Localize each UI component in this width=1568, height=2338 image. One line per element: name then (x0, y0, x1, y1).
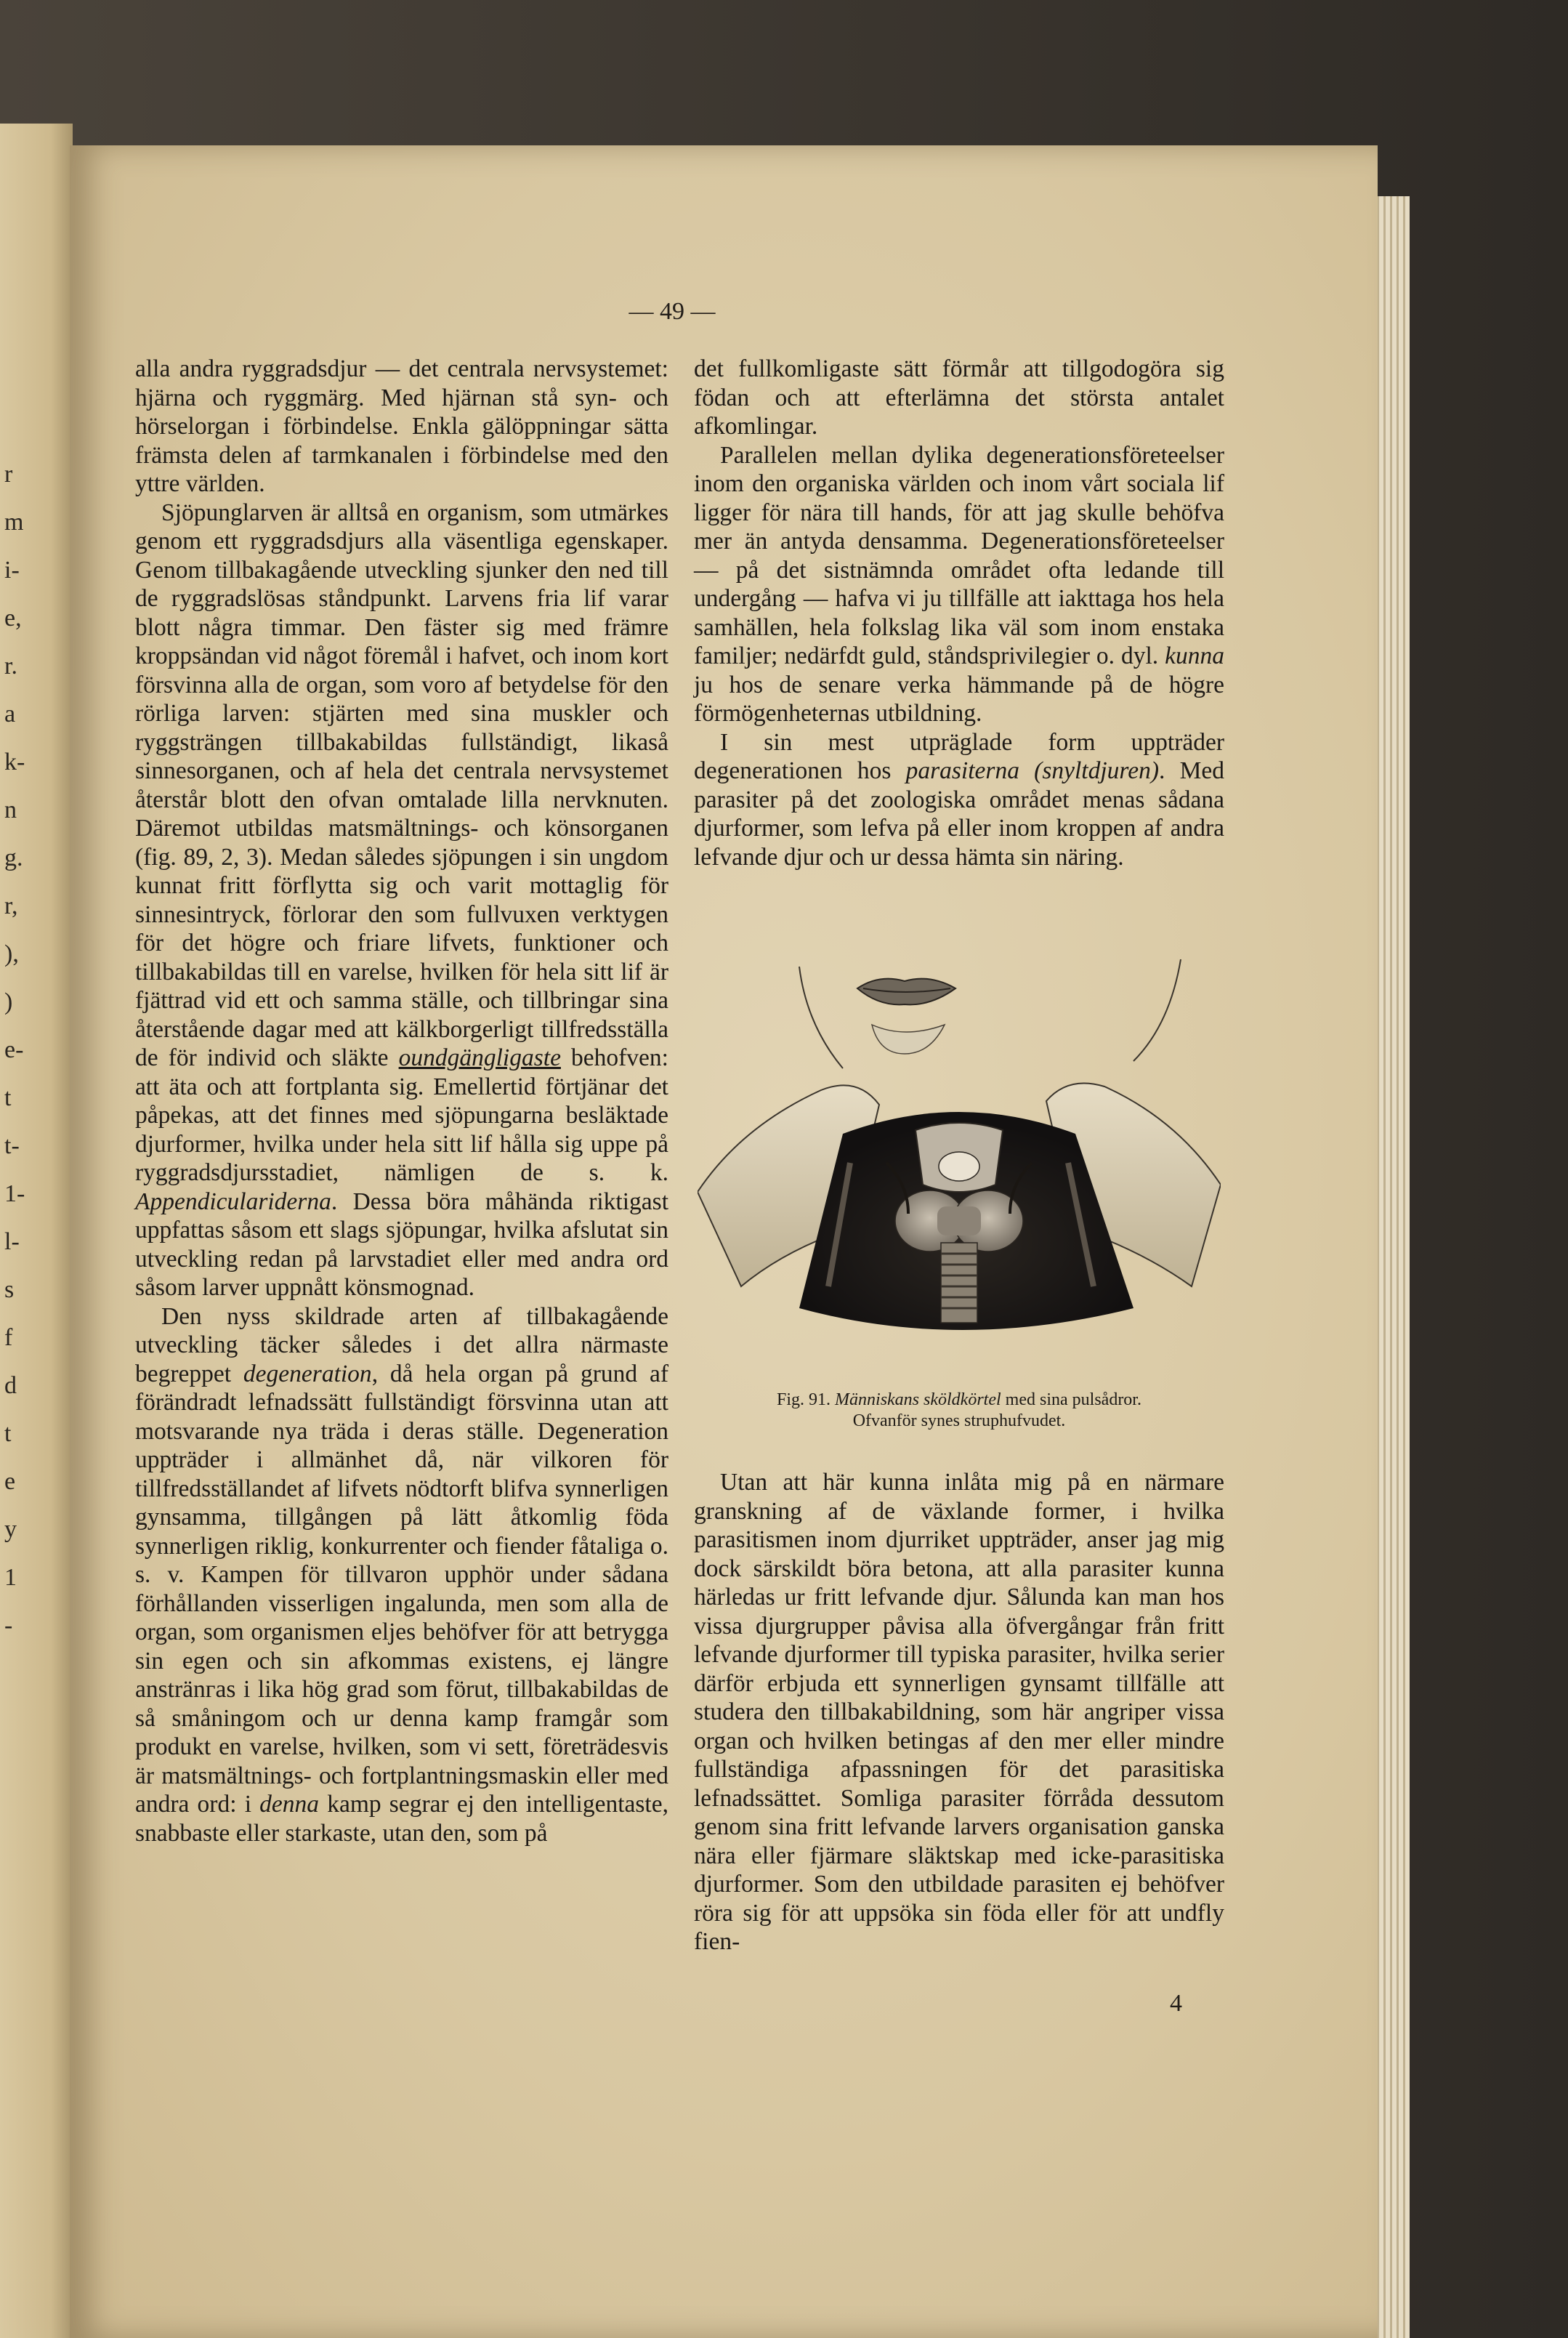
margin-fragment: d (4, 1372, 17, 1399)
margin-fragment: g. (4, 844, 23, 871)
figure-caption (694, 1390, 1224, 1432)
text-run: kamp segrar ej den intelligentaste, snabbaste eller starkaste, utan den, som på (135, 1791, 668, 1847)
signature-mark: 4 (1170, 1990, 1182, 2017)
thyroid-figure-drawing (698, 945, 1221, 1370)
text-run: . Dessa böra måhända riktigast uppfattas såsom ett slags sjöpungar, hvilka afslutat sin utveckling redan på larvstadiet eller med andra ord såsom larver uppnått könsmognad. (135, 1188, 668, 1301)
margin-fragment: a (4, 701, 16, 727)
text-run: Utan att här kunna inlåta mig på en närmare granskning af de växlande former, i hvilka parasitismen inom djurriket uppträder, anser jag mig dock särskildt böra betona, att alla parasiter kunna härledas ur fritt lefvande djur. Sålunda kan man hos vissa djurgrupper påvisa alla öfvergångar från fritt lefvande djurformer till typiska parasiter, hvilka serier därför erbjuda ett synnerligen gynsamt tillfälle att studera den tillbakabildning, som här angriper vissa organ och hvilken betingas af den mer eller mindre fullständiga afpassningen för det parasitiska lefnadssättet. Somliga parasiter förråda dessutom genom sina fritt lefvande larvers organisation ganska nära eller fjärmare släktskap med icke-parasitiska djurformer. Som den utbildade parasiten ej behöfver röra sig för att uppsöka sin föda eller för att undfly fien- (694, 1469, 1224, 1955)
page-number: — 49 — (629, 298, 716, 325)
margin-fragment: ) (4, 988, 13, 1015)
previous-page-edge (0, 124, 73, 2338)
margin-fragment: m (4, 509, 24, 536)
margin-fragment: r, (4, 892, 18, 919)
text-run: oundgängligaste (398, 1044, 561, 1071)
text-run: . Med parasiter på det zoologiska området menas sådana djurformer, som lefva på eller inom kroppen af andra lefvande djur och ur dessa hämta sin näring. (694, 757, 1224, 871)
italic-text-run: degeneration (243, 1360, 372, 1387)
text-run: I sin mest utpräglade form uppträder degenerationen hos (694, 728, 1224, 784)
margin-fragment: 1- (4, 1180, 25, 1207)
paragraph (694, 441, 1224, 728)
right-text-column-top (694, 355, 1224, 871)
figure-title: Människans sköldkörtel (835, 1390, 1001, 1409)
margin-fragment: k- (4, 749, 25, 775)
margin-fragment: 1 (4, 1564, 17, 1591)
figure-caption-line-1 (694, 1390, 1224, 1411)
previous-page-text-fragments (4, 451, 26, 1650)
italic-text-run: Appendiculariderna (135, 1188, 331, 1215)
margin-fragment: n (4, 797, 17, 823)
text-run: behofven: att äta och att fortplanta sig. Emellertid förtjänar det påpekas, att det finnes med sjöpungarna besläktade djurformer, hvilka under hela sitt lif hålla sig uppe på ryggradsdjursstadiet, nämligen de s. k. (135, 1044, 668, 1186)
paragraph (135, 1302, 668, 1848)
margin-fragment: f (4, 1324, 13, 1351)
thyroid-illustration (698, 945, 1221, 1370)
margin-fragment: ), (4, 940, 19, 967)
margin-fragment: r. (4, 653, 17, 680)
text-run: Sjöpunglarven är alltså en organism, som utmärkes genom ett ryggradsdjurs alla väsentliga egenskaper. Genom tillbakagående utveckling sjunker den ned till de ryggradslösas ståndpunkt. Larvens fria lif varar blott några timmar. Den fäster sig med främre kroppsändan vid något föremål i hafvet, och inom kort försvinna alla de organ, som voro af betydelse för den rörliga larven: stjärten med sina muskler och ryggsträngen tillbakabildas fullständigt, likaså sinnesorganen, och af hela det centrala nervsystemet återstår blott den ofvan omtalade lilla nervknuten. Däremot utbildas matsmältnings- och könsorganen (fig. 89, 2, 3). Medan således sjöpungen i sin ungdom kunnat fritt förflytta sig och varit mottaglig för sinnesintryck, förlorar den som fullvuxen verktygen för det högre och friare lifvets, funktioner och tillbakabildas till en varelse, hvilken för hela sitt lif är fjättrad vid ett och samma ställe, och tillbringar sina återstående dagar med att kälkborgerligt tillfredsställa de för individ och släkte (135, 499, 668, 1071)
text-run: , då hela organ på grund af förändradt lefnadssätt fullständigt försvinna utan att motsvarande nya träda i deras ställe. Degeneration uppträder i allmänhet då, när vilkoren för tillfredsställandet af lifvets nödtorft blifva synnerligen gynsamma, tillgången på lätt åtkomlig föda synnerligen riklig, konkurrenter och fiender fåtaliga o. s. v. Kampen för tillvaron upphör under sådana förhållanden visserligen ingalunda, men som alla de organ, som organismen eljes behöfver för att betrygga sin egen och sin afkommas existens, ej längre anstränгas i lika hög grad som förut, tillbakabildas de så småningom och ur denna kamp framgår som produkt en varelse, hvilken, som vi sett, företrädesvis är matsmältnings- och fortplantningsmaskin eller med andra ord: i (135, 1360, 668, 1818)
margin-fragment: r (4, 461, 13, 488)
text-run: ju hos de senare verka hämmande på de högre förmögenheternas utbildning. (694, 671, 1224, 727)
paragraph (694, 355, 1224, 441)
margin-fragment: y (4, 1516, 17, 1543)
paragraph (135, 355, 668, 499)
right-text-column-bottom (694, 1468, 1224, 1956)
italic-text-run: denna (259, 1791, 320, 1818)
paragraph (694, 1468, 1224, 1956)
margin-fragment: e- (4, 1036, 24, 1063)
text-run: alla andra ryggradsdjur — det centrala nervsystemet: hjärna och ryggmärg. Med hjärnan stå syn- och hörselorgan i förbindelse. Enkla gälöppningar sätta främsta delen af tarmkanalen i förbindelse med den yttre världen. (135, 355, 668, 497)
margin-fragment: i- (4, 557, 20, 584)
margin-fragment: e (4, 1468, 16, 1495)
margin-fragment: e, (4, 605, 22, 632)
text-run: Den nyss skildrade arten af tillbakagående utveckling täcker således i det allra närmaste begreppet (135, 1302, 668, 1387)
margin-fragment: l- (4, 1228, 20, 1255)
italic-text-run: parasiterna (snyltdjuren) (905, 757, 1159, 784)
italic-text-run (399, 1044, 561, 1071)
margin-fragment: t (4, 1084, 12, 1111)
figure-caption-rest: med sina pulsådror. (1005, 1390, 1141, 1409)
figure-caption-line-2: Ofvanför synes struphufvudet. (852, 1411, 1066, 1430)
margin-fragment: t- (4, 1132, 20, 1159)
text-run: Parallelen mellan dylika degenerationsföreteelser inom den organiska världen och inom vårt sociala lif ligger för nära till hands, för att jag skulle behöfva mer än antyda densamma. Degenerationsföreteelser — på det sistnämnda området ofta ledande till undergång — hafva vi ju tillfälle att iakttaga hos hela samhällen, hela folkslag lika väl som inom enstaka familjer; nedärfdt guld, ståndsprivilegier o. dyl. (694, 441, 1224, 669)
margin-fragment: t (4, 1420, 12, 1447)
figure-number: Fig. 91. (777, 1390, 831, 1409)
text-run: det fullkomligaste sätt förmår att tillgodogöra sig födan och att efterlämna det största antalet afkomlingar. (694, 355, 1224, 440)
paragraph (135, 499, 668, 1302)
margin-fragment: - (4, 1612, 13, 1639)
paragraph (694, 728, 1224, 872)
left-text-column (135, 355, 668, 1847)
margin-fragment: s (4, 1276, 15, 1303)
italic-text-run: kunna (1165, 642, 1224, 669)
